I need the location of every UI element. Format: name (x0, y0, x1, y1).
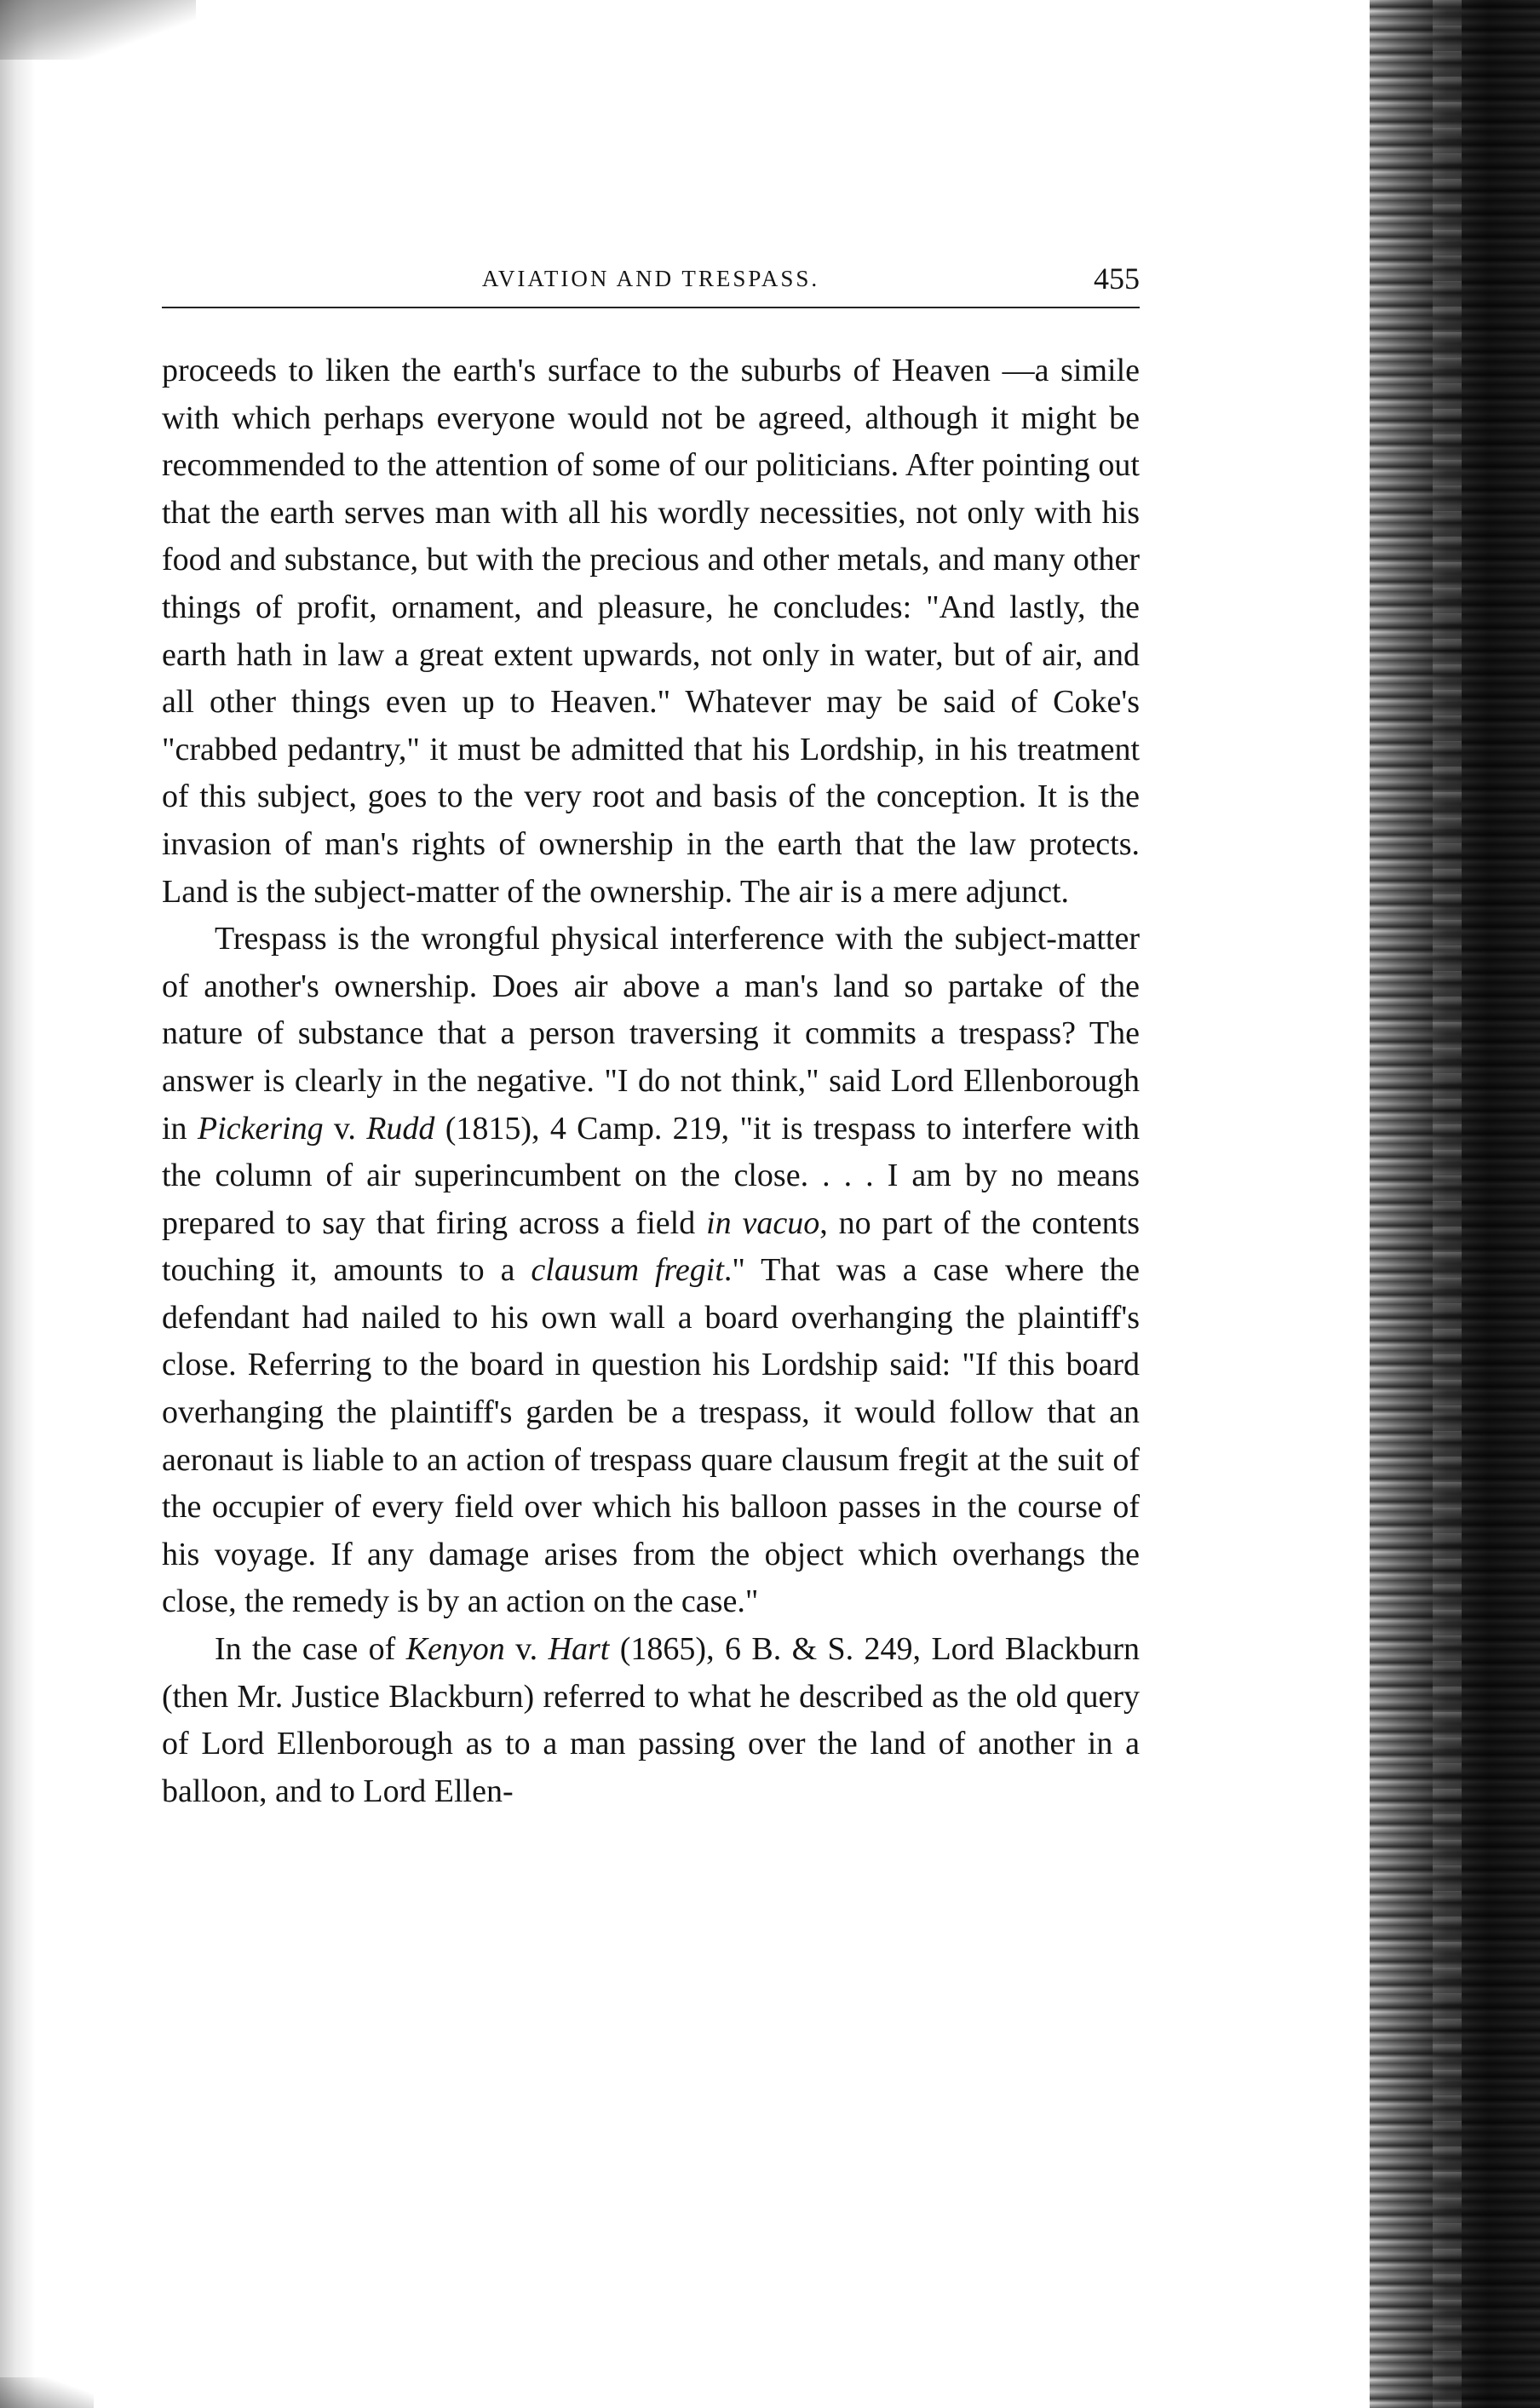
scan-bottom-corner-shadow (0, 2377, 94, 2408)
scan-top-corner-shadow (0, 0, 196, 60)
case-name-pickering: Pickering (197, 1110, 324, 1147)
paragraph-3-text-2: v. (504, 1631, 549, 1668)
book-page (162, 256, 1140, 1815)
paragraph-2-text-2: v. (323, 1110, 367, 1147)
scan-left-edge-shadow (0, 0, 36, 2408)
paragraph-2-text-1: Trespass is the wrongful physical interference with the subject-matter of another's ownership. Does air above a man's land so partake of the nature of substance that a person traversing it commits a trespass? The answer is clearly in the negative. "I do not think," said Lord Ellenborough in (162, 921, 1140, 1147)
case-name-kenyon: Kenyon (405, 1631, 505, 1668)
paragraph-2-text-3: (1815), 4 Camp. 219, "it is trespass to interfere with the column of air superincumbent on the close. . . . I am by no means prepared to say that firing across a field (162, 1110, 1140, 1241)
paragraph-2-text-4: , no part of the contents touching it, amounts to a (162, 1204, 1141, 1289)
paragraph-1: proceeds to liken the earth's surface to the suburbs of Heaven —a simile with which perhaps everyone would not be agreed, although it might be recommended to the attention of some of our politicians. After pointing out that the earth serves man with all his wordly necessities, not only with his food and substance, but with the precious and other metals, and many other things of profit, ornament, and pleasure, he concludes: "And lastly, the earth hath in law a great extent upwards, not only in water, but of air, and all other things even up to Heaven." Whatever may be said of Coke's "crabbed pedantry," it must be admitted that his Lordship, in his treatment of this subject, goes to the very root and basis of the conception. It is the invasion of man's rights of ownership in the earth that the law protects. Land is the subject-matter of the ownership. The air is a mere adjunct. (162, 353, 1140, 910)
paragraph-2-text-5: ." That was a case where the defendant had nailed to his own wall a board overhanging the plaintiff's close. Referring to the board in question his Lordship said: "If this board overhanging the plaintiff's garden be a trespass, it would follow that an aeronaut is liable to an action of trespass quare clausum fregit at the suit of the occupier of every field over which his balloon passes in the course of his voyage. If any damage arises from the object which overhangs the close, the remedy is by an action on the case." (162, 1252, 1140, 1620)
running-title: AVIATION AND TRESPASS. (481, 266, 820, 291)
paragraph-3-text-1: In the case of (215, 1631, 406, 1668)
page-number: 455 (1094, 261, 1140, 296)
case-name-rudd: Rudd (366, 1110, 435, 1147)
paragraph-2 (162, 916, 1140, 1626)
scan-binding-texture (1433, 0, 1462, 2408)
running-header (162, 256, 1140, 308)
paragraph-3 (162, 1626, 1140, 1815)
case-name-hart: Hart (548, 1631, 610, 1668)
scan-binding-edge (1370, 0, 1540, 2408)
latin-phrase-clausum-fregit: clausum fregit (531, 1252, 724, 1289)
latin-phrase-in-vacuo: in vacuo (706, 1204, 820, 1241)
paragraph-3-text-3: (1865), 6 B. & S. 249, Lord Blackburn (then Mr. Justice Blackburn) referred to what he described as the old query of Lord Ellenborough as to a man passing over the land of another in a balloon, and to Lord Ellen- (162, 1631, 1140, 1809)
body-text (162, 348, 1140, 1815)
